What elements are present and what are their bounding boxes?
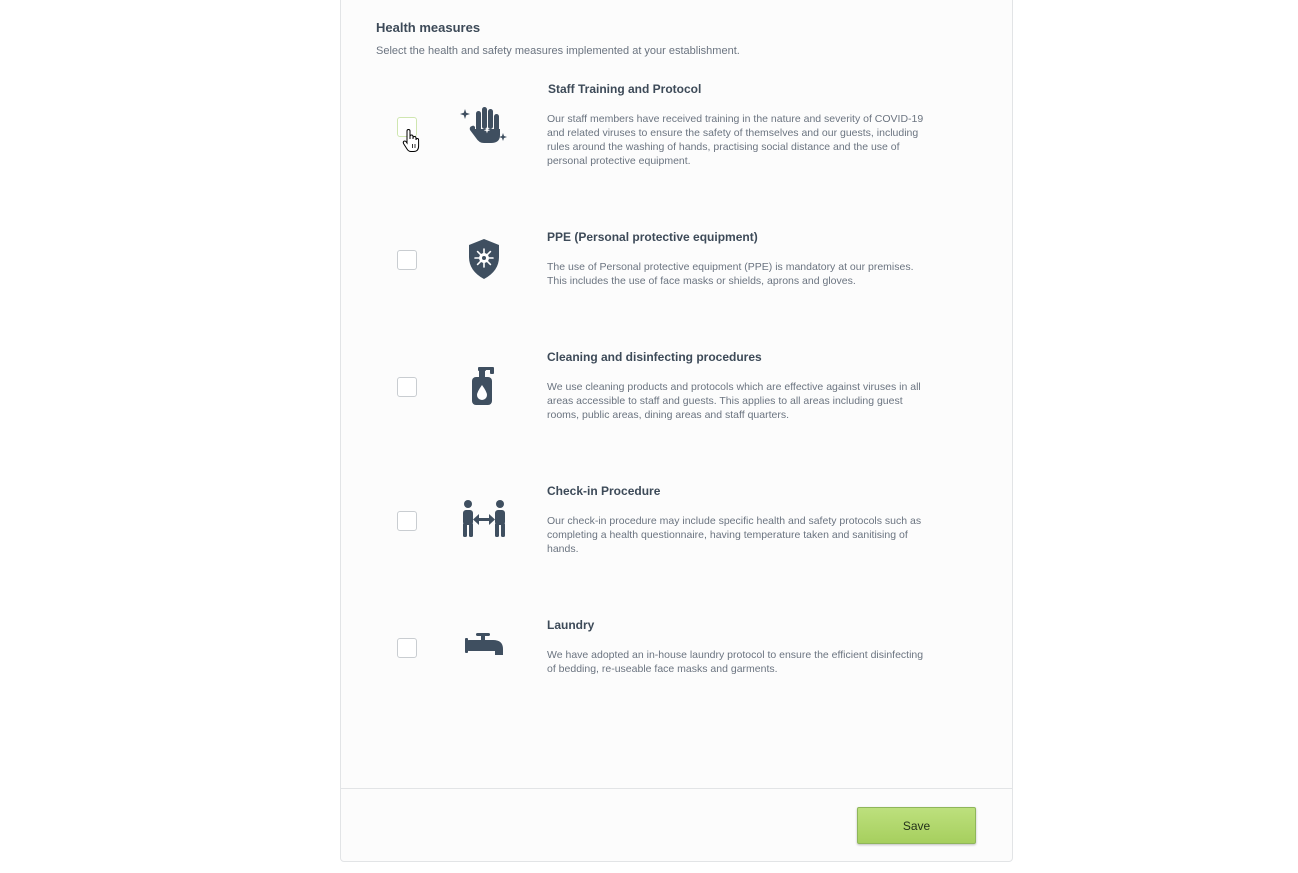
check-in-description: Our check-in procedure may include specific health and safety protocols such as completing a health questionnaire, having temperature taken and sanitising of hands. (547, 515, 922, 555)
cleaning-title: Cleaning and disinfecting procedures (547, 350, 762, 364)
measure-item-laundry (341, 617, 1012, 727)
section-title: Health measures (376, 20, 481, 35)
ppe-checkbox[interactable] (397, 250, 417, 270)
ppe-description: The use of Personal protective equipment (PPE) is mandatory at our premises. This includes the use of face masks or shields, aprons and gloves. (547, 261, 914, 287)
ppe-title: PPE (Personal protective equipment) (547, 230, 758, 244)
measure-item-ppe (341, 229, 1012, 339)
section-subtitle: Select the health and safety measures implemented at your establishment. (376, 45, 740, 57)
laundry-checkbox[interactable] (397, 638, 417, 658)
laundry-title: Laundry (547, 618, 595, 632)
cleaning-description: We use cleaning products and protocols which are effective against viruses in all areas accessible to staff and guests. This applies to all areas including guest rooms, public areas, dining areas and staff quarters. (547, 381, 921, 421)
check-in-title: Check-in Procedure (547, 484, 661, 498)
pump-soap-icon (459, 365, 509, 409)
footer-divider (341, 788, 1012, 789)
measure-item-staff-training (341, 79, 1012, 189)
measure-item-check-in (341, 483, 1012, 593)
health-measures-card (340, 0, 1013, 862)
people-arrows-icon (459, 499, 509, 543)
staff-training-description: Our staff members have received training in the nature and severity of COVID-19 and related viruses to ensure the safety of themselves and our guests, including rules around the washing of hands, practising social distance and the use of personal protective equipment. (547, 113, 924, 167)
measure-item-cleaning (341, 349, 1012, 459)
staff-training-checkbox[interactable] (397, 117, 417, 137)
laundry-description: We have adopted an in-house laundry protocol to ensure the efficient disinfecting of bedding, re-useable face masks and garments. (547, 649, 924, 675)
cleaning-checkbox[interactable] (397, 377, 417, 397)
save-button[interactable]: Save (857, 807, 976, 844)
faucet-icon (459, 629, 509, 673)
shield-virus-icon (459, 237, 509, 281)
check-in-checkbox[interactable] (397, 511, 417, 531)
staff-training-title: Staff Training and Protocol (548, 82, 702, 96)
hand-sparkles-icon (459, 105, 509, 149)
